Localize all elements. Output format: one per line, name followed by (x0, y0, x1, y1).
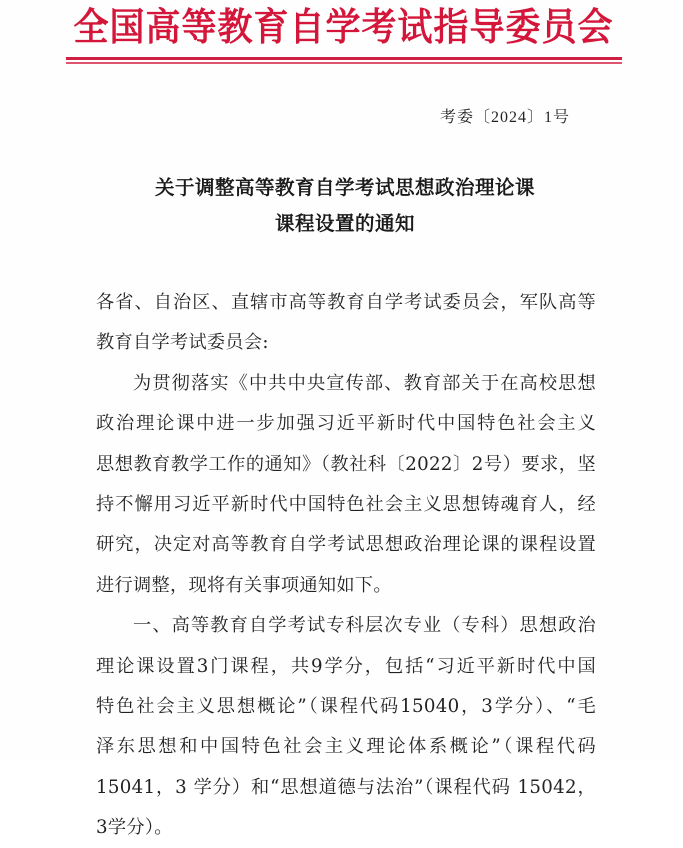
body-line-para1-4: 持不懈用习近平新时代中国特色社会主义思想铸魂育人，经 (96, 493, 596, 515)
body-line-para2-4: 泽东思想和中国特色社会主义理论体系概论”（课程代码 (96, 736, 596, 758)
body-line-para2-1: 一、高等教育自学考试专科层次专业（专科）思想政治 (133, 615, 596, 637)
body-line-para1-6: 进行调整，现将有关事项通知如下。 (96, 574, 392, 596)
red-divider-thin (66, 62, 622, 64)
body-line-para2-6: 3学分）。 (96, 817, 173, 839)
notice-body (96, 283, 596, 848)
body-line-para2-5: 15041，3 学分）和“思想道德与法治”（课程代码 15042， (96, 776, 596, 798)
body-line-para1-3: 思想教育教学工作的通知》（教社科〔2022〕2号）要求，坚 (96, 453, 596, 475)
notice-title-line-1: 关于调整高等教育自学考试思想政治理论课 (154, 176, 535, 199)
notice-title (80, 170, 610, 242)
body-line-para1-1: 为贯彻落实《中共中央宣传部、教育部关于在高校思想 (133, 372, 596, 394)
document-number: 考委〔2024〕1号 (440, 109, 571, 126)
body-line-para2-2: 理论课设置3门课程，共9学分，包括“习近平新时代中国 (96, 655, 596, 677)
body-line-para1-5: 研究，决定对高等教育自学考试思想政治理论课的课程设置 (96, 534, 596, 556)
body-line-para1-2: 政治理论课中进一步加强习近平新时代中国特色社会主义 (96, 413, 596, 435)
organization-header: 全国高等教育自学考试指导委员会 (73, 5, 614, 50)
body-line-addressee-2: 教育自学考试委员会: (96, 332, 269, 354)
notice-title-line-2: 课程设置的通知 (274, 212, 415, 235)
body-line-addressee-1: 各省、自治区、直辖市高等教育自学考试委员会，军队高等 (96, 292, 596, 313)
red-divider-thick (66, 57, 622, 60)
body-line-para2-3: 特色社会主义思想概论”（课程代码15040，3学分）、“毛 (96, 695, 596, 717)
